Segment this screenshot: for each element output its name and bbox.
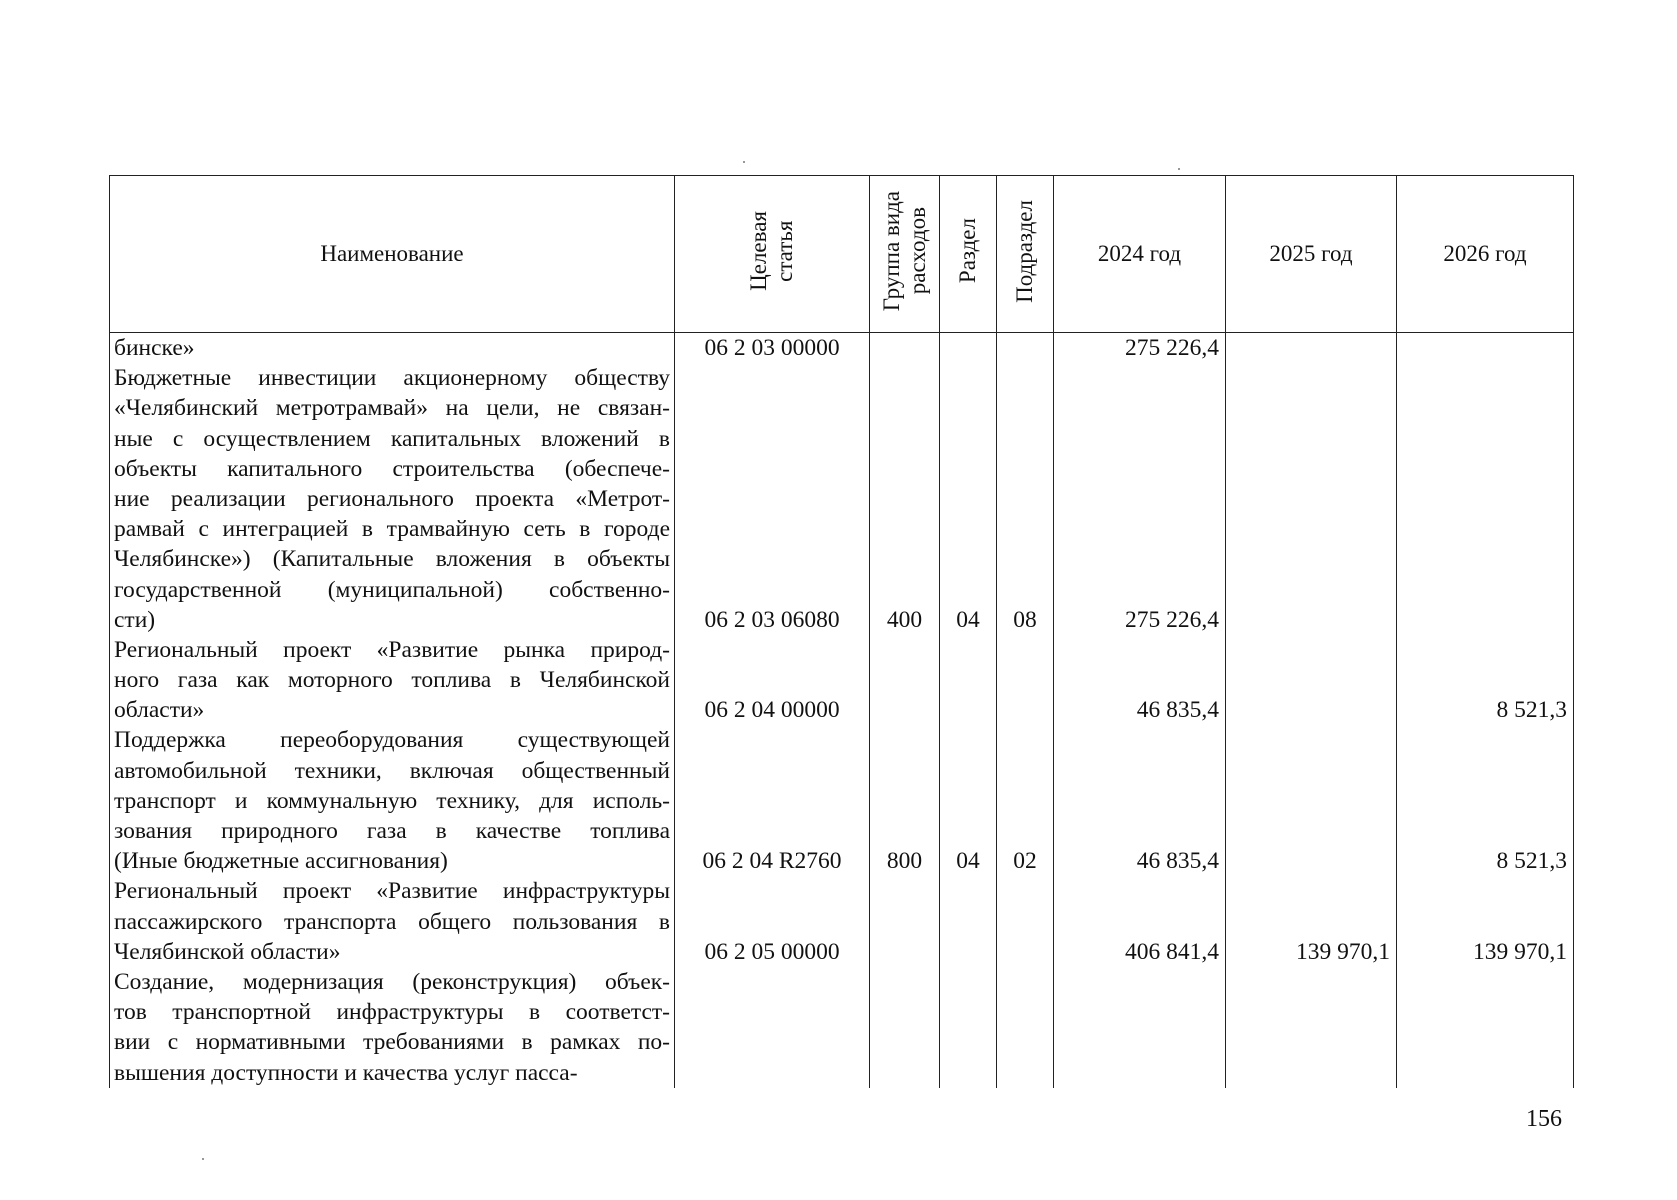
row-name-line: автомобильной техники, включая общественный <box>114 757 670 784</box>
row-value-2025 <box>1226 635 1397 726</box>
row-value-2024: 46 835,4 <box>1054 635 1226 726</box>
row-name <box>110 635 675 726</box>
table-header-row <box>110 176 1574 333</box>
row-subsection: 08 <box>997 363 1054 635</box>
row-value-2024: 275 226,4 <box>1054 363 1226 635</box>
table-row <box>110 333 1574 364</box>
row-name-line: Поддержка переоборудования существующей <box>114 727 670 754</box>
row-value-2024: 46 835,4 <box>1054 725 1226 876</box>
row-name <box>110 967 675 1088</box>
row-value-2024: 406 841,4 <box>1054 876 1226 967</box>
scan-speck <box>743 161 745 163</box>
row-value-2025: 139 970,1 <box>1226 876 1397 967</box>
row-target-article: 06 2 03 00000 <box>675 333 870 364</box>
row-value-2026 <box>1397 363 1574 635</box>
row-section: 04 <box>940 725 997 876</box>
header-section: Раздел <box>940 176 997 333</box>
row-name-line: ние реализации регионального проекта «Метрот- <box>114 485 670 512</box>
row-target-article <box>675 967 870 1088</box>
row-name-line: рамвай с интеграцией в трамвайную сеть в городе <box>114 516 670 543</box>
row-target-article: 06 2 05 00000 <box>675 876 870 967</box>
row-target-article: 06 2 04 R2760 <box>675 725 870 876</box>
scan-speck <box>202 1158 204 1160</box>
row-subsection <box>997 635 1054 726</box>
row-name-line: государственной (муниципальной) собственно- <box>114 576 670 603</box>
row-value-2025 <box>1226 333 1397 364</box>
row-expense-group <box>870 967 940 1088</box>
header-subsection: Подраздел <box>997 176 1054 333</box>
row-name-line: пассажирского транспорта общего пользования в <box>114 908 670 935</box>
row-name-line: зования природного газа в качестве топлива <box>114 818 670 845</box>
header-name: Наименование <box>110 176 675 333</box>
row-expense-group: 400 <box>870 363 940 635</box>
row-section <box>940 635 997 726</box>
header-expense-group: Группа вида расходов <box>870 176 940 333</box>
row-name-line: вии с нормативными требованиями в рамках по- <box>114 1029 670 1056</box>
row-subsection <box>997 876 1054 967</box>
row-subsection: 02 <box>997 725 1054 876</box>
row-value-2026: 8 521,3 <box>1397 725 1574 876</box>
budget-table <box>109 175 1574 1088</box>
row-name-line: Челябинске») (Капитальные вложения в объекты <box>114 546 670 573</box>
row-name <box>110 876 675 967</box>
table-row <box>110 725 1574 876</box>
row-value-2024 <box>1054 967 1226 1088</box>
row-value-2025 <box>1226 725 1397 876</box>
row-value-2026: 8 521,3 <box>1397 635 1574 726</box>
row-name-line: Региональный проект «Развитие инфраструктуры <box>114 878 670 905</box>
row-target-article: 06 2 04 00000 <box>675 635 870 726</box>
row-section <box>940 967 997 1088</box>
row-section <box>940 333 997 364</box>
row-name <box>110 363 675 635</box>
row-name-line: бинске» <box>114 335 195 362</box>
header-2024: 2024 год <box>1054 176 1226 333</box>
row-name-line: Челябинской области» <box>114 938 341 965</box>
row-subsection <box>997 967 1054 1088</box>
row-name-line: тов транспортной инфраструктуры в соответст- <box>114 999 670 1026</box>
row-name-line: Создание, модернизация (реконструкция) объек- <box>114 968 670 995</box>
row-name-line: Региональный проект «Развитие рынка природ- <box>114 636 670 663</box>
header-target-article: Целевая статья <box>675 176 870 333</box>
header-2026: 2026 год <box>1397 176 1574 333</box>
row-value-2024: 275 226,4 <box>1054 333 1226 364</box>
scan-speck <box>1178 168 1180 170</box>
table-row <box>110 363 1574 635</box>
row-value-2025 <box>1226 967 1397 1088</box>
row-name <box>110 333 675 364</box>
row-subsection <box>997 333 1054 364</box>
row-name-line: транспорт и коммунальную технику, для исполь- <box>114 787 670 814</box>
row-name-line: «Челябинский метротрамвай» на цели, не связан- <box>114 395 670 422</box>
row-section: 04 <box>940 363 997 635</box>
row-expense-group <box>870 876 940 967</box>
row-name-line: области» <box>114 697 205 724</box>
row-expense-group <box>870 333 940 364</box>
row-value-2026: 139 970,1 <box>1397 876 1574 967</box>
row-name <box>110 725 675 876</box>
row-name-line: ного газа как моторного топлива в Челябинской <box>114 667 670 694</box>
row-name-line: Бюджетные инвестиции акционерному обществу <box>114 365 670 392</box>
row-section <box>940 876 997 967</box>
table-row <box>110 635 1574 726</box>
header-2025: 2025 год <box>1226 176 1397 333</box>
row-name-line: вышения доступности и качества услуг пасса- <box>114 1059 578 1086</box>
row-target-article: 06 2 03 06080 <box>675 363 870 635</box>
page-number: 156 <box>1526 1106 1562 1132</box>
row-expense-group <box>870 635 940 726</box>
row-name-line: ные с осуществлением капитальных вложений в <box>114 425 670 452</box>
row-expense-group: 800 <box>870 725 940 876</box>
row-name-line: (Иные бюджетные ассигнования) <box>114 848 448 875</box>
row-name-line: объекты капитального строительства (обеспече- <box>114 455 670 482</box>
row-value-2026 <box>1397 333 1574 364</box>
table-row <box>110 967 1574 1088</box>
row-value-2025 <box>1226 363 1397 635</box>
table-row <box>110 876 1574 967</box>
table-body <box>110 333 1574 1088</box>
row-name-line: сти) <box>114 606 156 633</box>
row-value-2026 <box>1397 967 1574 1088</box>
